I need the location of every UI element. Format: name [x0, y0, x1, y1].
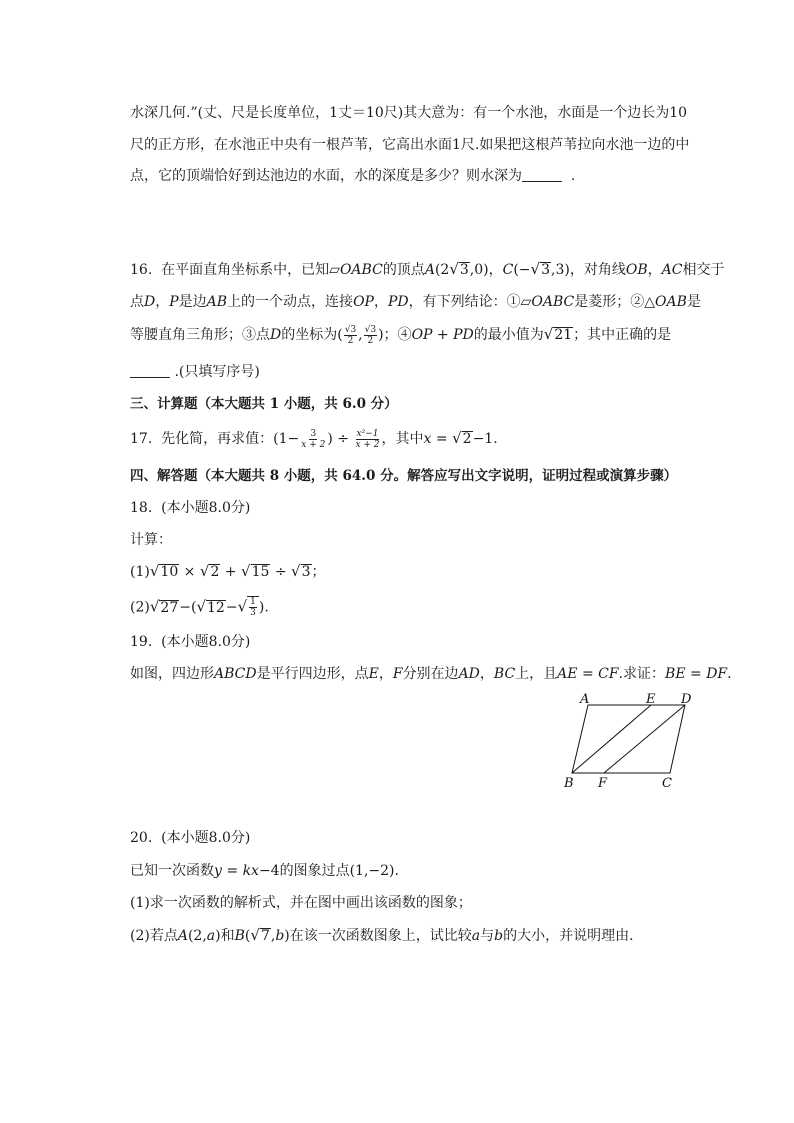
- q20-text: 已知一次函数: [130, 863, 214, 879]
- q19-score: (本小题8.0分): [161, 634, 251, 650]
- numerator: 3: [310, 428, 317, 439]
- q16-text: .(只填写序号): [174, 364, 260, 380]
- section-heading-3: 三、计算题（本大题共 1 小题，共 6.0 分）: [130, 396, 398, 412]
- punctuation: ；: [311, 564, 326, 580]
- math: AB: [206, 294, 228, 310]
- radical-sign: √: [237, 597, 248, 616]
- q20-text: (2,: [187, 928, 207, 944]
- radicand: [247, 596, 259, 618]
- fraction: [249, 597, 257, 618]
- math: CF: [598, 666, 619, 682]
- math: x: [423, 431, 432, 447]
- q19-text: 是平行四边形，点: [256, 666, 369, 682]
- segment-df: [604, 705, 685, 773]
- q18-header: [130, 498, 250, 518]
- q17-text: ，其中: [381, 431, 424, 447]
- q16-text: 上的一个动点，连接: [227, 294, 354, 310]
- radicand: 15: [251, 564, 270, 580]
- fraction: [300, 429, 326, 450]
- radicand: 2: [462, 431, 472, 447]
- math: D: [144, 294, 156, 310]
- punctuation: ).: [258, 599, 269, 616]
- q18-part-2: [130, 596, 269, 618]
- q20-line-3: [130, 925, 634, 946]
- math: kx: [242, 863, 259, 879]
- math: ABCD: [214, 666, 257, 682]
- q16-text: ,0)，: [469, 262, 503, 278]
- radical-sign: √: [291, 562, 301, 580]
- q17-text: ) ÷: [327, 431, 354, 447]
- numerator: x²−1: [356, 428, 379, 439]
- q18-part-1: [130, 561, 326, 582]
- q16-text: ,3)，对角线: [551, 262, 626, 278]
- q20-text: ,: [270, 928, 276, 944]
- q15-line-2: 尺的正方形，在水池正中央有一根芦苇，它高出水面1尺.如果把这根芦苇拉向水池一边的中: [130, 137, 690, 153]
- q17-text: =: [431, 431, 453, 447]
- math: D: [270, 327, 282, 343]
- numerator: √3: [344, 324, 357, 335]
- q16-text: (−: [513, 262, 531, 278]
- operator: ×: [179, 564, 200, 580]
- q19-number: 19.: [130, 634, 153, 650]
- q20-line-2: (1)求一次函数的解析式，并在图中画出该函数的图象；: [130, 895, 472, 911]
- radical-sign: √: [449, 260, 459, 278]
- q16-line-4: [130, 362, 260, 382]
- fraction: [364, 325, 377, 346]
- denominator: 3: [250, 608, 256, 618]
- radical-sign: √: [452, 429, 462, 447]
- math: PD: [387, 294, 409, 310]
- math: a: [206, 928, 216, 944]
- q16-text: )；④: [378, 327, 412, 343]
- math: A: [177, 928, 188, 944]
- q15-line-1: 水深几何.”(丈、尺是长度单位，1丈＝10尺)其大意为：有一个水池，水面是一个边长为10: [130, 105, 688, 121]
- math: DF: [706, 666, 728, 682]
- math: BE: [665, 666, 686, 682]
- fraction: [354, 429, 380, 450]
- parallelogram-diagram: [560, 690, 700, 790]
- q20-number: 20.: [130, 830, 153, 846]
- part-label: (2): [130, 599, 150, 616]
- q16-text: 是边: [178, 294, 207, 310]
- label-b: B: [564, 776, 574, 790]
- q16-text: ，有下列结论：①▱: [408, 294, 532, 310]
- q20-text: 与: [480, 928, 495, 944]
- q20-line-1: [130, 861, 399, 881]
- math: P: [169, 294, 179, 310]
- parallelogram-figure: [560, 690, 700, 790]
- q20-header: [130, 828, 250, 848]
- q16-line-1: [130, 259, 724, 280]
- radical-sign: √: [149, 562, 160, 580]
- q18-score: (本小题8.0分): [161, 500, 251, 516]
- q20-score: (本小题8.0分): [161, 830, 251, 846]
- label-e: E: [646, 692, 656, 707]
- q16-text: (2: [434, 262, 450, 278]
- math: E: [368, 666, 379, 682]
- math: F: [392, 666, 403, 682]
- parallelogram-abcd: [572, 705, 685, 773]
- q19-text: .求证：: [618, 666, 666, 682]
- fraction: [344, 325, 357, 346]
- operator: −: [225, 599, 238, 616]
- q16-line-3: [130, 324, 671, 346]
- q19-text: .: [727, 666, 732, 682]
- q15-line-3: [130, 166, 575, 186]
- math: OP: [353, 294, 374, 310]
- q16-number: 16.: [130, 262, 153, 278]
- q19-text: =: [685, 666, 707, 682]
- radicand: 2: [210, 564, 220, 580]
- q19-text: 上，且: [515, 666, 558, 682]
- denominator: 2: [367, 335, 374, 346]
- q19-text: ，: [479, 666, 494, 682]
- q18-intro: 计算：: [130, 532, 172, 548]
- q20-text: 的大小，并说明理由.: [503, 928, 634, 944]
- q16-text: 的最小值为: [473, 327, 544, 343]
- label-d: D: [681, 692, 692, 707]
- part-label: (1): [130, 564, 150, 580]
- math: OP: [411, 327, 433, 343]
- label-c: C: [662, 776, 672, 790]
- numerator: √3: [364, 324, 377, 335]
- q20-text: )在该一次函数图象上，试比较: [284, 928, 472, 944]
- q15-period: .: [570, 168, 576, 184]
- q16-text: 相交于: [682, 262, 725, 278]
- radical-sign: √: [149, 597, 160, 616]
- q16-text: ，: [647, 262, 662, 278]
- math: OABC: [339, 262, 383, 278]
- radicand: 27: [160, 599, 179, 616]
- math: PD: [453, 327, 474, 343]
- q16-text: 的顶点: [382, 262, 425, 278]
- q19-text: 如图，四边形: [130, 666, 214, 682]
- q17-line: [130, 428, 498, 450]
- math: a: [471, 928, 481, 944]
- operator: +: [220, 564, 241, 580]
- q19-text: =: [577, 666, 599, 682]
- radicand: 3: [541, 262, 551, 278]
- label-f: F: [598, 776, 608, 790]
- radical-sign: √: [241, 562, 251, 580]
- radicand: 10: [160, 564, 179, 580]
- q16-line-2: [130, 292, 701, 312]
- segment-be: [572, 705, 651, 773]
- q17-text: 先化简，再求值：(1−: [161, 431, 300, 447]
- q20-text: (2)若点: [130, 928, 178, 944]
- q20-text: (: [244, 928, 251, 944]
- q20-text: )和: [215, 928, 235, 944]
- denominator: x + 2: [355, 439, 380, 450]
- q16-text: 的坐标为(: [281, 327, 343, 343]
- q16-text: 等腰直角三角形；③点: [130, 327, 270, 343]
- q16-text: 点: [130, 294, 144, 310]
- math: b: [275, 928, 285, 944]
- math: OB: [625, 262, 648, 278]
- numerator: 1: [250, 597, 256, 607]
- q16-text: ，: [155, 294, 170, 310]
- math: b: [494, 928, 504, 944]
- q19-text: [130, 664, 732, 684]
- radical-sign: √: [199, 562, 210, 580]
- operator: ÷: [270, 564, 292, 580]
- denominator: 2: [347, 335, 354, 346]
- q16-text: ，: [373, 294, 388, 310]
- q20-text: −4的图象过点(1,−2).: [258, 863, 399, 879]
- q16-text: 是: [686, 294, 701, 310]
- answer-blank-q15[interactable]: [522, 167, 562, 182]
- denominator: x + 2: [301, 439, 326, 450]
- q17-text: −1.: [472, 431, 498, 447]
- radical-sign: √: [250, 926, 260, 944]
- section-heading-4: 四、解答题（本大题共 8 小题，共 64.0 分。解答应写出文字说明，证明过程或演算步骤）: [130, 468, 678, 484]
- q19-text: 分别在边: [402, 666, 459, 682]
- q16-text: 在平面直角坐标系中，已知▱: [161, 262, 340, 278]
- radicand: 7: [260, 928, 270, 944]
- math: AD: [458, 666, 480, 682]
- math: AE: [557, 666, 578, 682]
- radical-sign: √: [543, 325, 554, 343]
- q16-text: 是菱形；②△: [574, 294, 656, 310]
- q17-number: 17.: [130, 431, 153, 447]
- operator: −(: [179, 599, 197, 616]
- q19-text: ，: [378, 666, 393, 682]
- radical-sign: √: [196, 597, 206, 616]
- q18-number: 18.: [130, 500, 153, 516]
- math: C: [502, 262, 514, 278]
- radicand: 3: [301, 564, 311, 580]
- q15-line-3-text: 点，它的顶端恰好到达池边的水面，水的深度是多少？则水深为: [130, 168, 522, 184]
- answer-blank-q16[interactable]: [130, 363, 170, 378]
- math: A: [424, 262, 435, 278]
- radicand: 21: [554, 327, 573, 343]
- radicand: 3: [459, 262, 469, 278]
- math: BC: [493, 666, 516, 682]
- math: OAB: [655, 294, 687, 310]
- q16-text: +: [432, 327, 454, 343]
- math: OABC: [531, 294, 575, 310]
- q20-text: =: [221, 863, 243, 879]
- radical-sign: √: [530, 260, 541, 278]
- q19-header: [130, 632, 250, 652]
- q16-text: ；其中正确的是: [573, 327, 672, 343]
- label-a: A: [580, 692, 590, 707]
- q16-text: ,: [358, 327, 363, 343]
- math: B: [234, 928, 245, 944]
- radicand: 12: [207, 599, 225, 616]
- math: y: [214, 863, 222, 879]
- math: AC: [661, 262, 683, 278]
